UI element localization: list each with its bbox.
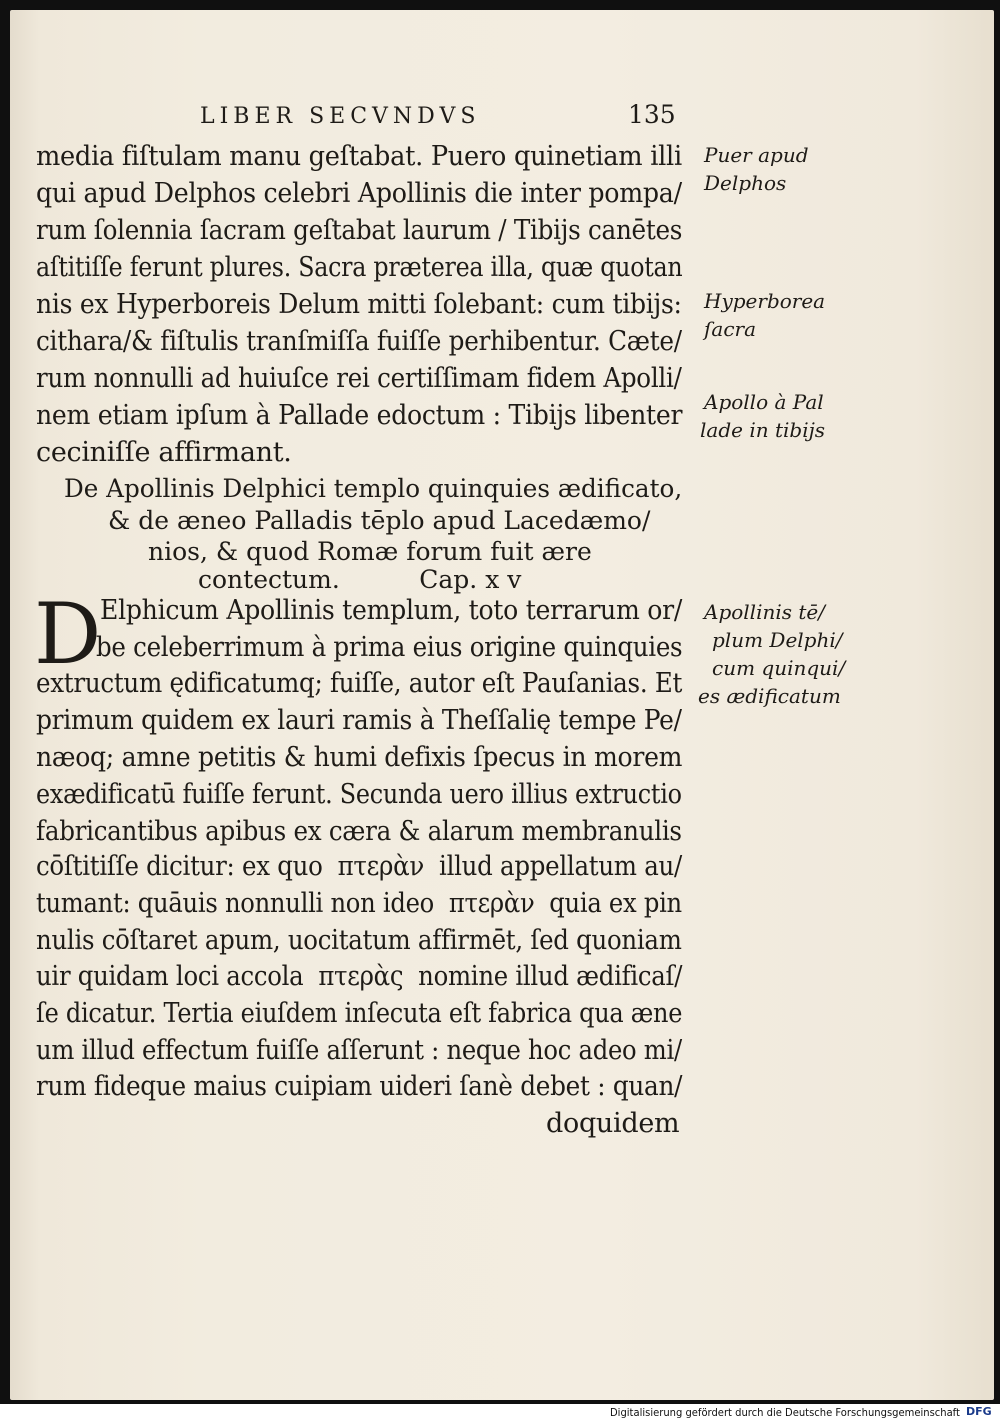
body-line: exædificatū fuiſſe ferunt. Secunda uero illius extructio bbox=[36, 779, 682, 810]
body-line: cōſtitiſſe dicitur: ex quo πτερὰν illud appellatum au/ bbox=[36, 851, 683, 882]
marginal-note: Apollinis tē/ bbox=[704, 600, 825, 624]
body-line: nis ex Hyperboreis Delum mitti ſolebant: cum tibijs: bbox=[36, 289, 682, 320]
body-line: extructum ędificatumq; fuiſſe, autor eſt Pauſanias. Et bbox=[36, 668, 683, 699]
dfg-logo: DFG bbox=[966, 1405, 992, 1418]
catchword: doquidem bbox=[546, 1108, 680, 1139]
marginal-note: lade in tibijs bbox=[700, 418, 826, 442]
body-line: Elphicum Apollinis templum, toto terrarum or/ bbox=[100, 595, 683, 626]
chapter-heading-line: contectum. Cap. x v bbox=[198, 565, 522, 594]
drop-capital: D bbox=[34, 585, 102, 683]
page-number: 135 bbox=[628, 100, 676, 129]
body-line: qui apud Delphos celebri Apollinis die inter pompa/ bbox=[36, 178, 682, 209]
body-line: cithara/& fiſtulis tranſmiſſa fuiſſe perhibentur. Cæte/ bbox=[36, 326, 682, 357]
marginal-note: Puer apud bbox=[704, 143, 809, 167]
body-line: ſe dicatur. Tertia eiuſdem inſecuta eſt fabrica qua æne bbox=[36, 998, 683, 1029]
marginal-note: es ædificatum bbox=[698, 684, 841, 708]
body-line: uir quidam loci accola πτερὰς nomine illud ædificaſ/ bbox=[36, 961, 683, 992]
digitization-credit: Digitalisierung gefördert durch die Deutsche Forschungsgemeinschaft bbox=[610, 1406, 960, 1419]
running-head: LIBER SECVNDVS bbox=[200, 104, 481, 129]
chapter-heading-line: De Apollinis Delphici templo quinquies ædificato, bbox=[64, 474, 683, 503]
chapter-heading-line: nios, & quod Romæ forum fuit ære bbox=[148, 537, 592, 566]
body-line: um illud effectum fuiſſe aſſerunt : neque hoc adeo mi/ bbox=[36, 1035, 682, 1066]
body-line: rum ſolennia ſacram geſtabat laurum / Tibijs canētes bbox=[36, 215, 683, 246]
body-line: nulis cōſtaret apum, uocitatum affirmēt, ſed quoniam bbox=[36, 925, 682, 956]
chapter-heading-line: & de æneo Palladis tēplo apud Lacedæmo/ bbox=[108, 506, 651, 535]
body-line: nem etiam ipſum à Pallade edoctum : Tibijs libenter bbox=[36, 400, 683, 431]
body-line: be celeberrimum à prima eius origine quinquies bbox=[96, 632, 683, 663]
body-line: aſtitiſſe ferunt plures. Sacra præterea illa, quæ quotan bbox=[36, 252, 683, 283]
marginal-note: Hyperborea bbox=[704, 289, 826, 313]
marginal-note: Apollo à Pal bbox=[704, 390, 824, 414]
body-line: næoq; amne petitis & humi defixis ſpecus in morem bbox=[36, 742, 683, 773]
marginal-note: cum quinqui/ bbox=[712, 656, 846, 680]
body-line: fabricantibus apibus ex cæra & alarum membranulis bbox=[36, 816, 682, 847]
body-line: media fiſtulam manu geſtabat. Puero quinetiam illi bbox=[36, 141, 682, 172]
marginal-note: Delphos bbox=[704, 171, 787, 195]
body-line: rum fideque maius cuipiam uideri ſanè debet : quan/ bbox=[36, 1071, 683, 1102]
body-line: ceciniſſe affirmant. bbox=[36, 437, 292, 468]
body-line: primum quidem ex lauri ramis à Theſſalię tempe Pe/ bbox=[36, 705, 682, 736]
body-line: tumant: quāuis nonnulli non ideo πτερὰν quia ex pin bbox=[36, 888, 682, 919]
body-line: rum nonnulli ad huiuſce rei certiſſimam fidem Apolli/ bbox=[36, 363, 682, 394]
marginal-note: ſacra bbox=[704, 317, 757, 341]
marginal-note: plum Delphi/ bbox=[712, 628, 843, 652]
